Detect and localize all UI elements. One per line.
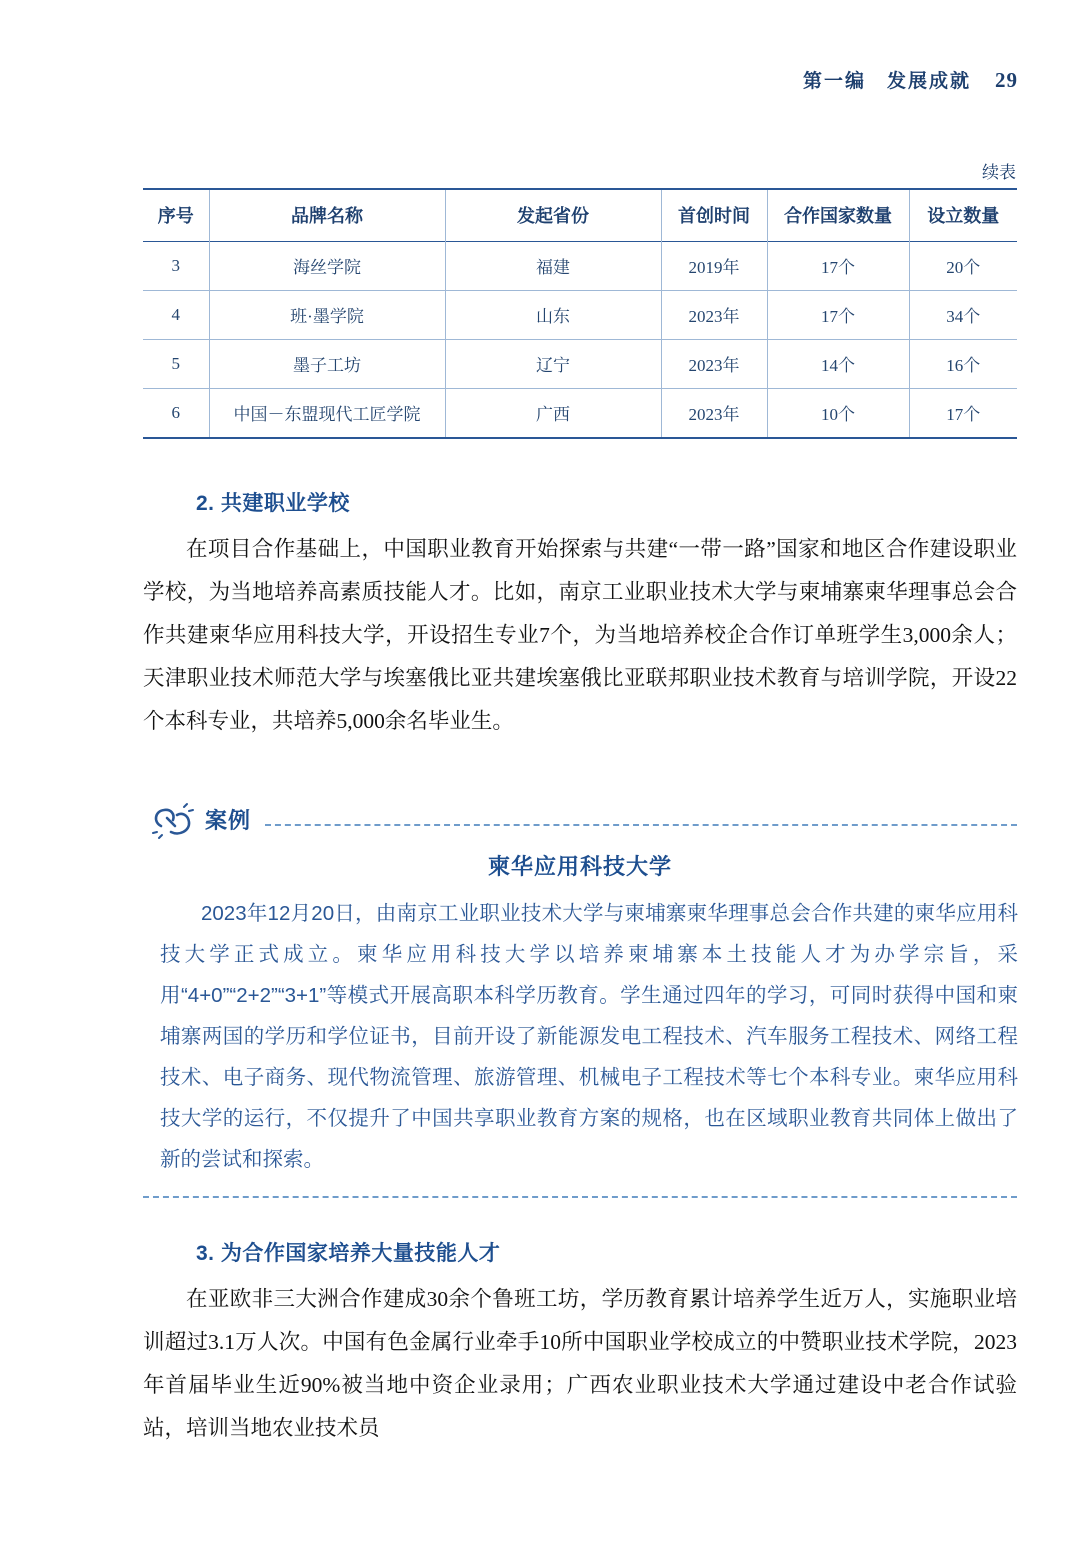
section-paragraph-2: 在项目合作基础上，中国职业教育开始探索与共建“一带一路”国家和地区合作建设职业学校，为当地培养高素质技能人才。比如，南京工业职业技术大学与柬埔寨柬华理事总会合作共建柬华应用科技大学，开设招生专业7个，为当地培养校企合作订单班学生3,000余人；天津职业技术师范大学与埃塞俄比亚共建埃塞俄比亚联邦职业技术教育与培训学院，开设22个本科专业，共培养5,000余名毕业生。 xyxy=(143,537,1017,733)
table-row xyxy=(143,242,1017,291)
table-cell: 辽宁 xyxy=(445,340,661,389)
table-cell: 海丝学院 xyxy=(209,242,445,291)
table-cell: 3 xyxy=(171,255,180,275)
page-number: 29 xyxy=(995,68,1018,92)
section-paragraph-3: 在亚欧非三大洲合作建成30余个鲁班工坊，学历教育累计培养学生近万人，实施职业培训超过3.1万人次。中国有色金属行业牵手10所中国职业学校成立的中赞职业技术学院，2023年首届毕业生近90%被当地中资企业录用；广西农业职业技术大学通过建设中老合作试验站，培训当地农业技术员 xyxy=(143,1287,1017,1440)
table-cell: 班·墨学院 xyxy=(209,291,445,340)
table-cell: 34个 xyxy=(909,291,1017,340)
section-heading-3: 3. 为合作国家培养大量技能人才 xyxy=(196,1242,501,1265)
table-col-header: 设立数量 xyxy=(909,189,1017,242)
header-section-title: 第一编 发展成就 xyxy=(802,71,971,92)
table-col-header: 合作国家数量 xyxy=(767,189,909,242)
table-cell: 墨子工坊 xyxy=(209,340,445,389)
table-row xyxy=(143,340,1017,389)
case-label: 案例 xyxy=(205,808,252,833)
section-heading-2: 2. 共建职业学校 xyxy=(196,492,350,515)
table-cell: 17个 xyxy=(767,242,909,291)
table-cell: 6 xyxy=(171,402,180,422)
table-cell: 10个 xyxy=(767,389,909,439)
table-cell: 5 xyxy=(171,353,180,373)
case-divider-bottom xyxy=(143,1196,1017,1198)
table-cell: 广西 xyxy=(445,389,661,439)
table-cell: 14个 xyxy=(767,340,909,389)
table-cell: 20个 xyxy=(909,242,1017,291)
table-cell: 2023年 xyxy=(661,340,767,389)
page-header xyxy=(803,66,1018,93)
case-body-text: 2023年12月20日，由南京工业职业技术大学与柬埔寨柬华理事总会合作共建的柬华应用科技大学正式成立。柬华应用科技大学以培养柬埔寨本土技能人才为办学宗旨，采用“4+0”“2+2”“3+1”等模式开展高职本科学历教育。学生通过四年的学习，可同时获得中国和柬埔寨两国的学历和学位证书，目前开设了新能源发电工程技术、汽车服务工程技术、网络工程技术、电子商务、现代物流管理、旅游管理、机械电子工程技术等七个本科专业。柬华应用科技大学的运行，不仅提升了中国共享职业教育方案的规格，也在区域职业教育共同体上做出了新的尝试和探索。 xyxy=(160,902,1018,1171)
table-row xyxy=(143,389,1017,439)
brands-table xyxy=(143,188,1017,439)
table-continued-label: 续表 xyxy=(982,163,1016,182)
table-cell: 17个 xyxy=(909,389,1017,439)
table-cell: 中国－东盟现代工匠学院 xyxy=(209,389,445,439)
table-col-header: 品牌名称 xyxy=(209,189,445,242)
table-header-row xyxy=(143,189,1017,242)
table-cell: 4 xyxy=(171,304,180,324)
link-chain-icon xyxy=(151,802,197,842)
table-col-header: 发起省份 xyxy=(445,189,661,242)
table-cell: 16个 xyxy=(909,340,1017,389)
table-col-header: 序号 xyxy=(157,206,194,226)
table-cell: 17个 xyxy=(767,291,909,340)
brands-table-wrapper xyxy=(143,188,1017,439)
table-cell: 福建 xyxy=(445,242,661,291)
case-divider-top xyxy=(265,824,1017,826)
table-row xyxy=(143,291,1017,340)
table-col-header: 首创时间 xyxy=(661,189,767,242)
table-cell: 2019年 xyxy=(661,242,767,291)
table-cell: 2023年 xyxy=(661,291,767,340)
case-block-header xyxy=(143,800,1017,846)
table-cell: 山东 xyxy=(445,291,661,340)
table-cell: 2023年 xyxy=(661,389,767,439)
case-title: 柬华应用科技大学 xyxy=(487,854,672,879)
